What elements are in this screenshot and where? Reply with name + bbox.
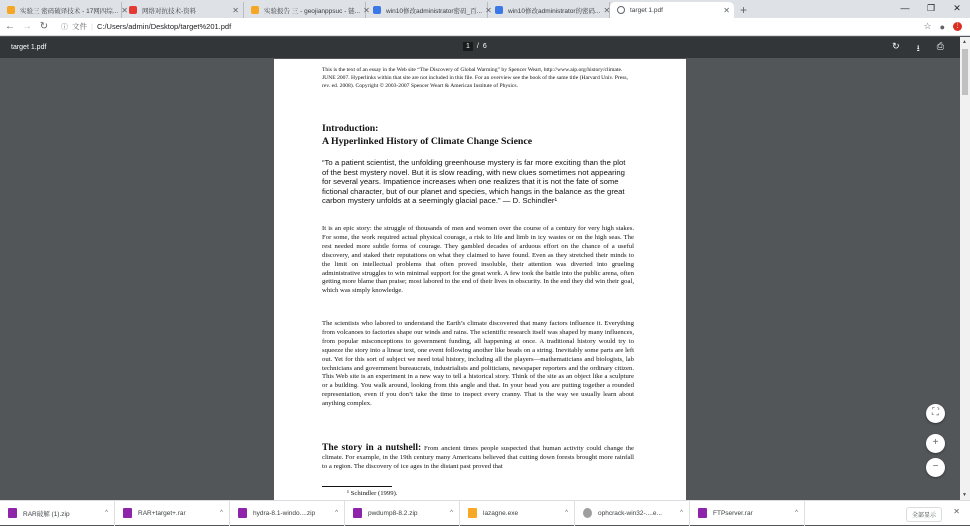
download-filename: RAR破解 (1).zip (23, 510, 70, 518)
maximize-icon[interactable]: ❐ (926, 3, 936, 13)
download-filename: hydra-8.1-windo....zip (253, 509, 316, 517)
close-window-icon[interactable]: ✕ (953, 3, 961, 13)
paragraph (322, 444, 634, 472)
toolbar-actions (923, 21, 962, 32)
close-tab-icon[interactable]: ✕ (121, 5, 128, 15)
tab-title: win10修改administrator密码_百... (386, 7, 483, 15)
scroll-down-icon[interactable]: ▼ (962, 492, 967, 498)
chevron-up-icon[interactable]: ^ (220, 510, 223, 516)
tab-favicon-icon (251, 6, 259, 14)
menu-icon[interactable]: ⋮ (954, 23, 961, 29)
chevron-up-icon[interactable]: ^ (795, 510, 798, 516)
rotate-icon[interactable]: ↻ (892, 41, 900, 51)
archive-file-icon (238, 508, 247, 518)
archive-file-icon (698, 508, 707, 518)
tab-strip (0, 0, 970, 18)
back-icon[interactable]: ← (5, 21, 15, 32)
pdf-toolbar (0, 37, 960, 58)
download-item[interactable] (0, 501, 115, 526)
globe-icon (617, 6, 625, 14)
section-title (322, 122, 532, 148)
download-item[interactable] (230, 501, 345, 526)
browser-tab-active[interactable] (610, 2, 734, 18)
tab-title: 网络对抗技术-资料 (142, 7, 197, 15)
tab-favicon-icon (129, 6, 137, 14)
close-tab-icon[interactable]: ✕ (603, 5, 611, 15)
close-tab-icon[interactable]: ✕ (723, 5, 730, 15)
chevron-up-icon[interactable]: ^ (680, 510, 683, 516)
download-item[interactable] (690, 501, 805, 526)
tab-title: target 1.pdf (630, 6, 663, 14)
download-filename: RAR+target+.rar (138, 509, 186, 517)
download-item[interactable] (345, 501, 460, 526)
pdf-title: target 1.pdf (11, 44, 47, 51)
browser-tab[interactable] (366, 2, 492, 18)
download-filename: ophcrack-win32-....e... (598, 509, 662, 517)
download-filename: FTPserver.rar (713, 509, 753, 517)
address-scheme-label: 文件 (72, 22, 87, 31)
tab-favicon-icon (373, 6, 381, 14)
paragraph-text: From ancient times people suspected that human activity could change the climate. For example, in the 19th century many Americans believed that cutting down forests brought more rainfall to a region. The discovery of ice ages in the distant past proved that (322, 445, 634, 470)
footnote-divider (322, 486, 392, 487)
download-icon[interactable]: ⭳ (916, 43, 920, 53)
intro-subheading: A Hyperlinked History of Climate Change Science (322, 136, 533, 147)
download-item[interactable] (115, 501, 230, 526)
address-divider: | (91, 22, 93, 31)
close-shelf-icon[interactable]: ✕ (953, 507, 960, 516)
paragraph: The scientists who labored to understand the Earth’s climate discovered that many factors influence it. Everything from volcanoes to factories shape our winds and rains. The scientific research itself was shaped by many influences, from popular misconceptions to government funding, all happening at once. A traditional history would try to squeeze the story into a linear text, one event following another like beads on a string. Inevitably some parts are left out. Yet for this sort of subject we need total history, including all the players—mathematicians and biologists, lab technicians and government bureaucrats, industrialists and politicians, newspaper reporters and the ordinary citizen. This Web site is an experiment in a new way to tell a historical story. Think of the site as an object like a sculpture or a building. You walk around, looking from this angle and that. In your head you are putting together a rounded representation, even if you don’t take the time to inspect every cranny. That is the way we usually learn about anything complex. (322, 320, 634, 408)
archive-file-icon (353, 508, 362, 518)
address-bar[interactable] (61, 21, 923, 32)
bookmark-star-icon[interactable]: ☆ (923, 21, 932, 31)
browser-tab[interactable] (0, 2, 128, 18)
info-icon[interactable]: ⓘ (61, 23, 68, 31)
chevron-up-icon[interactable]: ^ (565, 510, 568, 516)
show-all-button[interactable]: 全部显示 (906, 507, 942, 522)
scrollbar-thumb[interactable] (962, 49, 968, 95)
close-tab-icon[interactable]: ✕ (232, 5, 239, 15)
download-shelf (0, 500, 970, 525)
archive-file-icon (8, 508, 17, 518)
address-url[interactable]: C:/Users/admin/Desktop/target%201.pdf (96, 22, 232, 31)
loading-file-icon (583, 508, 592, 518)
footnote: ¹ Schindler (1999). (347, 490, 398, 497)
browser-tab[interactable] (488, 2, 610, 18)
profile-icon[interactable]: ● (939, 21, 945, 32)
download-item[interactable] (575, 501, 690, 526)
download-filename: lazagne.exe (483, 509, 519, 517)
tab-favicon-icon (495, 6, 503, 14)
archive-file-icon (123, 508, 132, 518)
page-number-input[interactable]: 1 (463, 42, 473, 51)
document-header: This is the text of an essay in the Web site “The Discovery of Global Warming” by Spencer Weart, http://www.aip.org/history/climate. JUNE 2007. Hyperlinks within that site are not included in this file. For an overview see the book of the same title (Harvard Univ. Press, rev. ed. 2008). Copyright © 2003-2007 Spencer Weart & American Institute of Physics. (322, 67, 628, 89)
zoom-in-button[interactable]: + (926, 434, 945, 453)
browser-tab[interactable] (244, 2, 370, 18)
print-icon[interactable]: ⎙ (936, 41, 944, 51)
browser-toolbar (0, 18, 970, 36)
chevron-up-icon[interactable]: ^ (335, 510, 338, 516)
section-heading: The story in a nutshell: (322, 442, 422, 453)
tab-title: 实验报告 三 - geojianppsuc - 链... (264, 7, 361, 15)
page-separator: / (476, 43, 479, 50)
window-controls (892, 0, 970, 18)
executable-file-icon (468, 508, 477, 518)
chevron-up-icon[interactable]: ^ (105, 510, 108, 516)
pdf-page (274, 59, 686, 500)
download-filename: pwdump8-8.2.zip (368, 509, 418, 517)
tab-title: win10修改administrator的密码... (508, 7, 601, 15)
new-tab-icon[interactable]: + (740, 3, 748, 17)
scrollbar[interactable] (960, 37, 970, 500)
zoom-out-button[interactable]: − (926, 458, 945, 477)
scroll-up-icon[interactable]: ▲ (962, 39, 967, 45)
chevron-up-icon[interactable]: ^ (450, 510, 453, 516)
paragraph: It is an epic story: the struggle of thousands of men and women over the course of a century for very high stakes. For some, the work required actual physical courage, a risk to life and limb in icy wastes or on the high seas. The rest needed more subtle forms of courage. They gambled decades of arduous effort on the chance of a useful discovery, and staked their reputations on what they claimed to have found. Even as they stretched their minds to the limit on intellectual problems that often proved insoluble, their attention was diverted into grueling administrative struggles to win minimal support for the great work. A few took the battle into the public arena, often getting more blame than praise; most labored to the end of their lives in obscurity. In the end they did win their goal, which was simply knowledge. (322, 225, 634, 295)
intro-heading: Introduction: (322, 123, 379, 134)
page-total: 6 (482, 43, 487, 50)
browser-tab[interactable] (122, 2, 244, 18)
forward-icon[interactable]: → (22, 21, 32, 32)
download-item[interactable] (460, 501, 575, 526)
pdf-actions (892, 41, 944, 57)
close-tab-icon[interactable]: ✕ (485, 5, 492, 15)
fit-page-button[interactable]: ⛶ (926, 404, 945, 423)
tab-favicon-icon (7, 6, 15, 14)
close-tab-icon[interactable]: ✕ (363, 5, 370, 15)
minimize-icon[interactable]: — (900, 3, 910, 13)
pdf-pager (463, 42, 487, 51)
epigraph-quote: “To a patient scientist, the unfolding greenhouse mystery is far more exciting than the plot of the best mystery novel. But it is slow reading, with new clues sometimes not appearing for several years. Impatience increases when one realizes that it is not the fate of some fictional character, but of our planet and species, which hangs in the balance as the great carbon mystery unfolds at a seemingly glacial pace.” — D. Schindler¹ (322, 158, 626, 205)
tab-title: 实验三 密码破译技术 - 17网四综... (20, 7, 119, 15)
reload-icon[interactable]: ↻ (39, 21, 49, 32)
